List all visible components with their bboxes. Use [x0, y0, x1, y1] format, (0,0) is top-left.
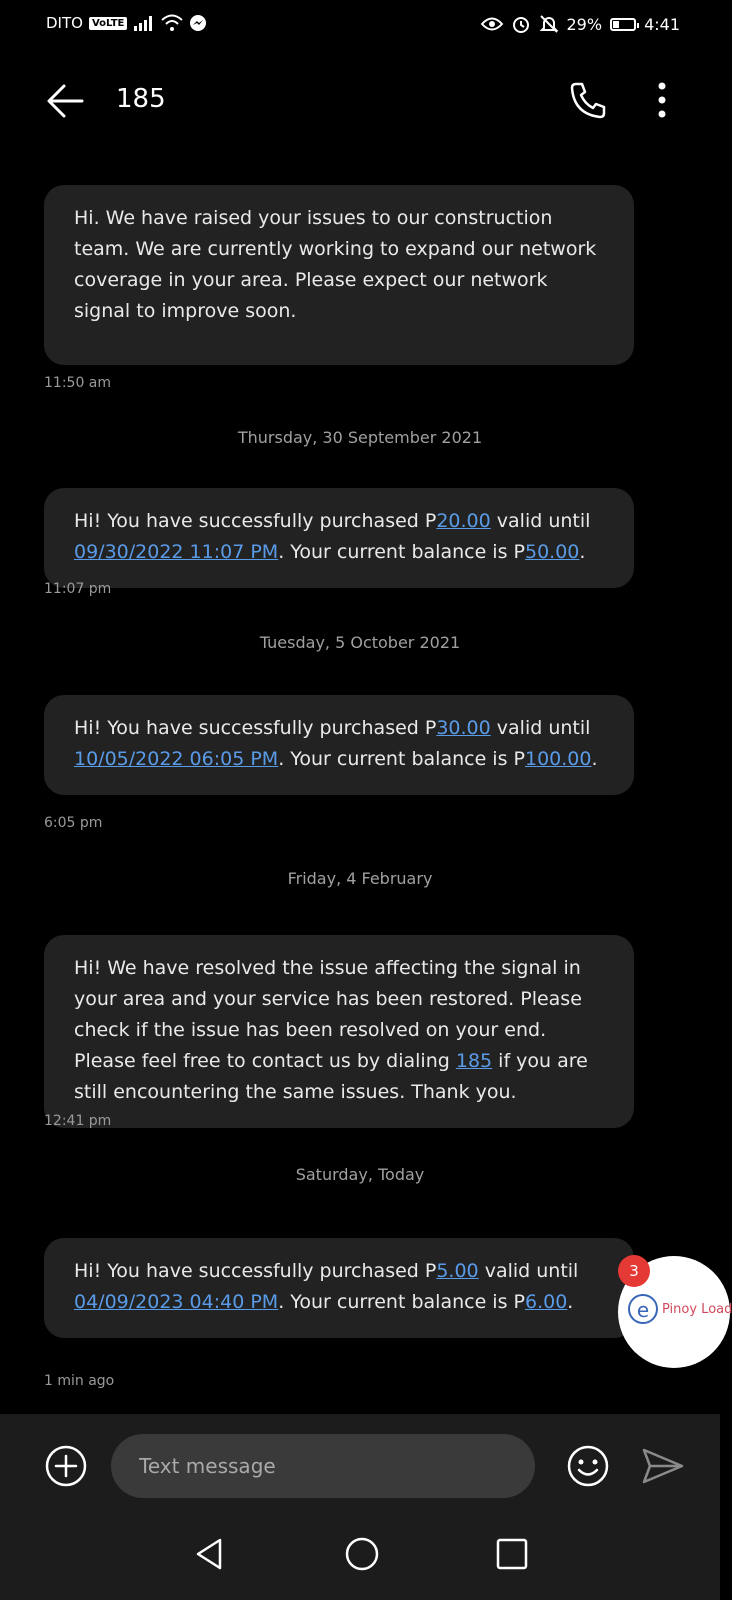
balance-link[interactable]: 6.00	[524, 1291, 568, 1313]
message-text: Hi. We have raised your issues to our construction team. We are currently working to expand our network coverage in your area. Please expect our network signal to improve soon.	[74, 207, 597, 322]
message-text: if you are still encountering the same issues. Thank you.	[74, 1050, 588, 1103]
message-time: 12:41 pm	[44, 1113, 112, 1129]
amount-link[interactable]: 30.00	[436, 717, 491, 739]
message-text: Hi! We have resolved the issue affecting the signal in your area and your service has been restored. Please check if the issue has been resolved on your end. Please feel free to contact us by dialing	[74, 957, 582, 1072]
message-text: valid until	[490, 717, 591, 739]
app-bar	[0, 60, 720, 140]
date-separator: Tuesday, 5 October 2021	[259, 633, 461, 652]
message-text: valid until	[478, 1260, 579, 1282]
message-bubble[interactable]	[44, 695, 634, 795]
emoji-icon[interactable]	[566, 1444, 610, 1488]
more-vert-icon[interactable]	[650, 78, 674, 122]
clock: 4:41	[644, 14, 680, 34]
date-link[interactable]: 10/05/2022 06:05 PM	[74, 748, 279, 770]
message-text: . Your current balance is P	[278, 748, 525, 770]
balance-link[interactable]: 50.00	[524, 541, 580, 563]
carrier-name: DITO	[46, 14, 83, 32]
message-thread[interactable]	[0, 175, 720, 1389]
message-time: 11:07 pm	[44, 581, 112, 597]
compose-bar	[0, 1414, 720, 1518]
message-text: Hi! You have successfully purchased P	[74, 1260, 437, 1282]
status-bar	[0, 0, 720, 52]
status-left	[46, 14, 207, 32]
add-circle-icon[interactable]	[44, 1444, 88, 1488]
pinoy-load-logo-icon: e	[628, 1294, 658, 1324]
message-time: 11:50 am	[44, 375, 112, 391]
message-text: .	[567, 1291, 574, 1313]
date-link[interactable]: 09/30/2022 11:07 PM	[74, 541, 279, 563]
date-separator: Friday, 4 February	[287, 869, 433, 888]
eye-icon	[481, 16, 503, 32]
date-link[interactable]: 04/09/2023 04:40 PM	[74, 1291, 279, 1313]
message-time: 1 min ago	[44, 1373, 115, 1389]
text-message-input[interactable]	[111, 1434, 535, 1498]
bell-off-icon	[539, 14, 559, 34]
message-text: Hi! You have successfully purchased P	[74, 510, 437, 532]
nav-home-icon[interactable]	[342, 1534, 382, 1574]
phone-number-link[interactable]: 185	[455, 1050, 493, 1072]
nav-back-icon[interactable]	[190, 1534, 230, 1574]
message-time: 6:05 pm	[44, 815, 103, 831]
messenger-icon	[189, 14, 207, 32]
battery-fill	[613, 21, 619, 28]
message-text: .	[591, 748, 598, 770]
notification-badge: 3	[618, 1255, 650, 1287]
message-text: Hi! You have successfully purchased P	[74, 717, 437, 739]
conversation-title: 185	[116, 84, 166, 114]
battery-percent: 29%	[566, 14, 603, 34]
phone-icon[interactable]	[566, 78, 610, 122]
alarm-icon	[511, 14, 531, 34]
amount-link[interactable]: 5.00	[436, 1260, 479, 1282]
date-separator: Saturday, Today	[295, 1165, 425, 1184]
message-text: . Your current balance is P	[278, 1291, 525, 1313]
nav-recents-icon[interactable]	[492, 1534, 532, 1574]
system-nav-bar	[0, 1518, 720, 1600]
balance-link[interactable]: 100.00	[524, 748, 592, 770]
message-bubble[interactable]	[44, 1238, 634, 1338]
message-bubble[interactable]	[44, 488, 634, 588]
status-right	[481, 14, 681, 34]
date-separator: Thursday, 30 September 2021	[237, 428, 483, 447]
message-bubble[interactable]	[44, 185, 634, 365]
message-text: valid until	[490, 510, 591, 532]
amount-link[interactable]: 20.00	[436, 510, 491, 532]
volte-badge: VoLTE	[89, 17, 127, 30]
pinoy-load-label: Pinoy Load	[662, 1302, 732, 1317]
wifi-icon	[161, 14, 183, 32]
battery-icon	[610, 18, 636, 31]
send-icon[interactable]	[640, 1444, 686, 1488]
message-bubble[interactable]	[44, 935, 634, 1128]
arrow-left-icon[interactable]	[42, 78, 88, 124]
message-text: .	[579, 541, 586, 563]
signal-icon	[133, 15, 155, 31]
message-text: . Your current balance is P	[278, 541, 525, 563]
